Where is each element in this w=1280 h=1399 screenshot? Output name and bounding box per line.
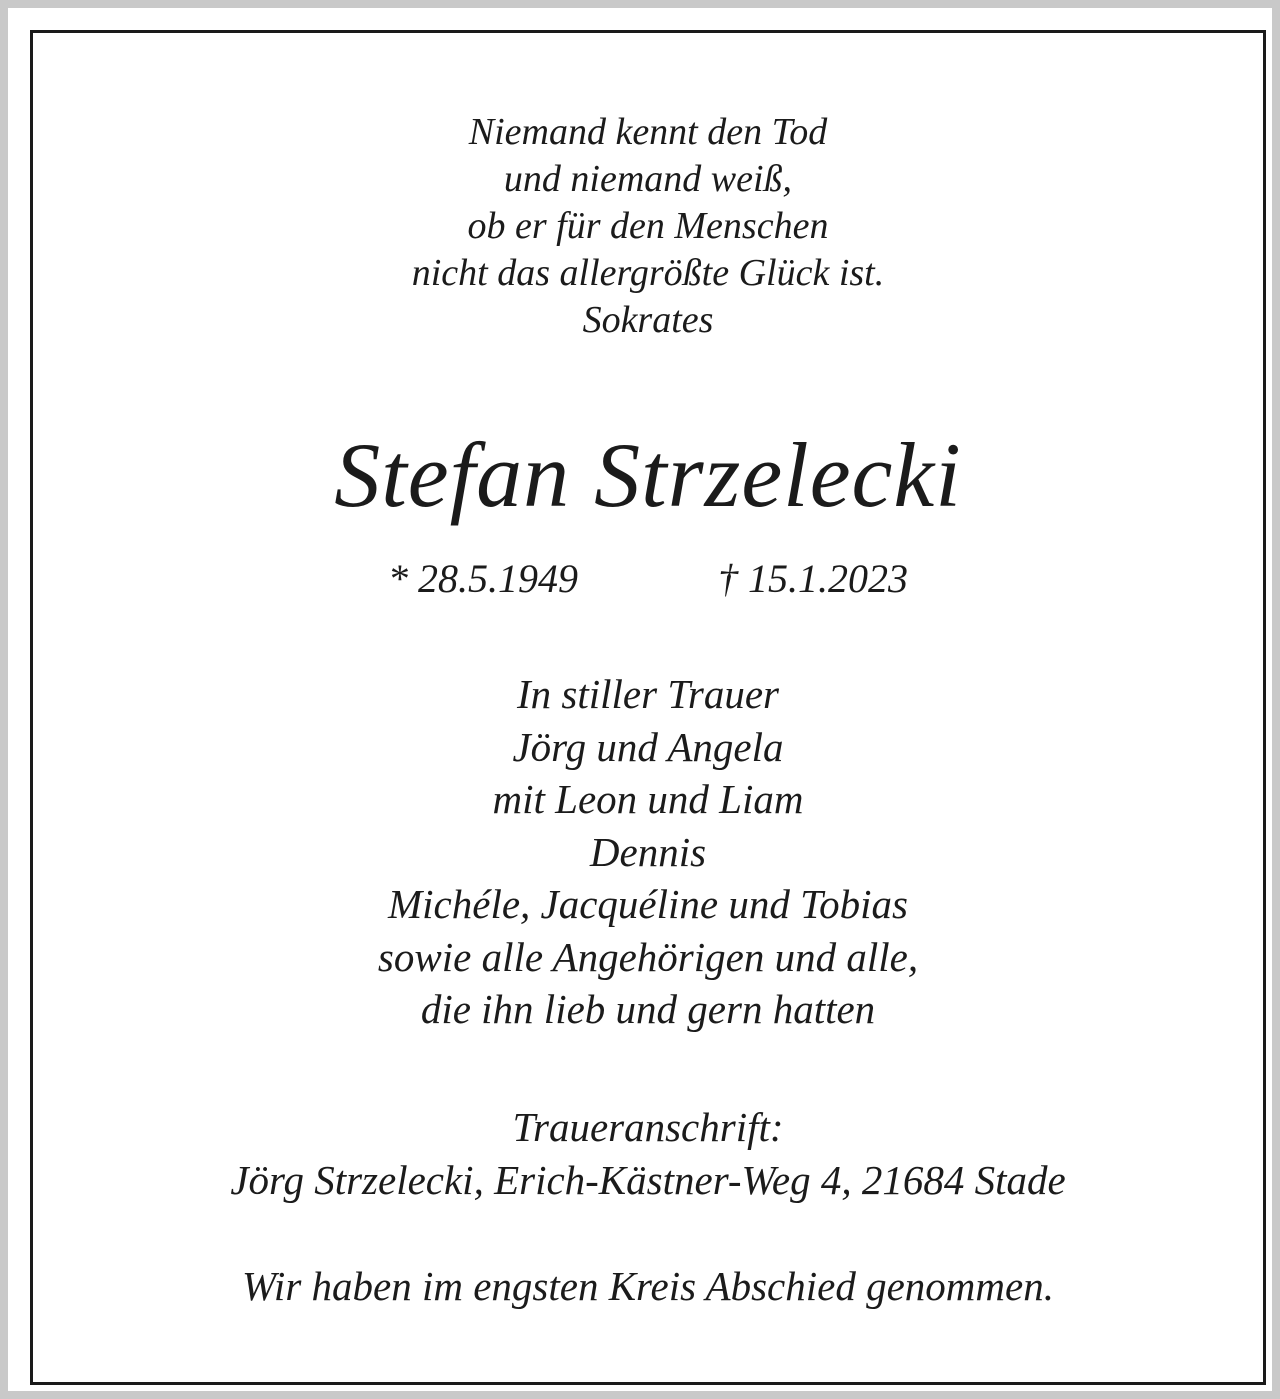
quote-line: Niemand kennt den Tod (468, 111, 828, 153)
quote-line: nicht das allergrößte Glück ist. (411, 252, 885, 294)
obituary-content (33, 33, 1263, 1382)
mourner-line: Jörg und Angela (512, 723, 784, 770)
address-label: Traueranschrift: (512, 1104, 784, 1150)
mourner-line: die ihn lieb und gern hatten (420, 986, 876, 1032)
address-text: Jörg Strzelecki, Erich-Kästner-Weg 4, 21684 Stade (230, 1157, 1066, 1203)
birth-date: * 28.5.1949 (388, 556, 578, 601)
quote-line: und niemand weiß, (503, 158, 793, 200)
mourners-block (33, 668, 1263, 1036)
mourning-intro: In stiller Trauer (517, 671, 779, 717)
life-dates (33, 551, 1263, 607)
mourner-line: Michéle, Jacquéline und Tobias (388, 881, 908, 927)
mourner-line: Dennis (589, 828, 707, 875)
closing-note: Wir haben im engsten Kreis Abschied genommen. (242, 1263, 1054, 1309)
obituary-frame (30, 30, 1266, 1385)
death-date: † 15.1.2023 (718, 556, 908, 601)
mourner-line: sowie alle Angehörigen und alle, (377, 933, 919, 980)
mourner-line: mit Leon und Liam (492, 776, 804, 822)
quote-author: Sokrates (582, 299, 714, 341)
quote-line: ob er für den Menschen (467, 205, 829, 247)
mourning-address-block (33, 1101, 1263, 1207)
quote-block (33, 109, 1263, 344)
deceased-name: Stefan Strzelecki (334, 424, 962, 526)
